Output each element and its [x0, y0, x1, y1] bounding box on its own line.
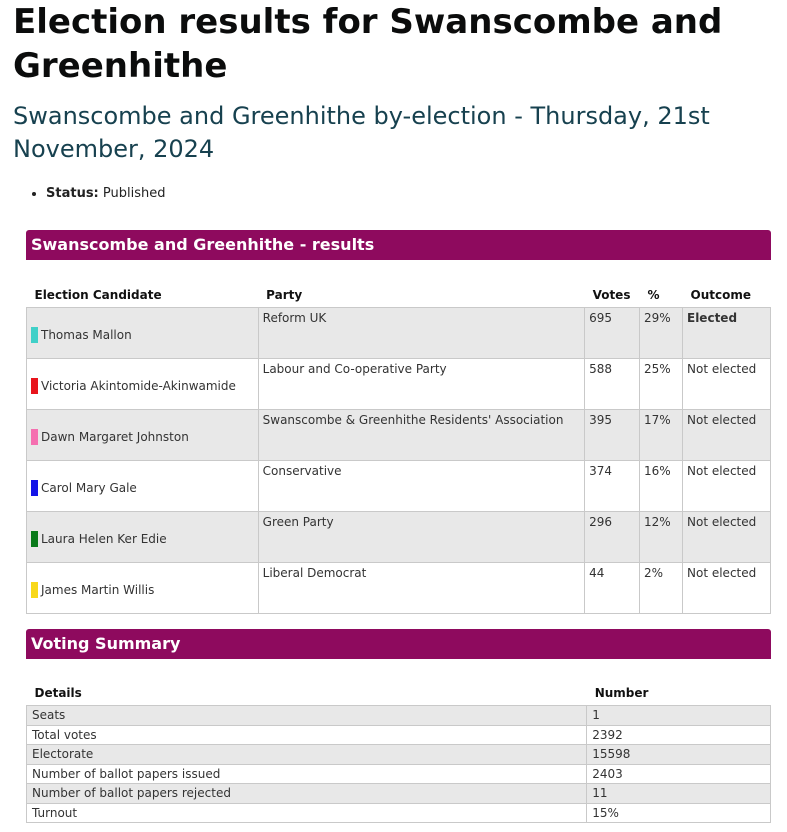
candidate-cell: [27, 461, 259, 512]
col-header-outcome: Outcome: [690, 287, 751, 302]
party-cell: Liberal Democrat: [258, 563, 584, 614]
votes-cell: 44: [585, 563, 640, 614]
col-header-percent: %: [647, 287, 660, 302]
number-cell: 2392: [587, 725, 771, 745]
party-color-swatch: [31, 327, 38, 343]
candidate-name: Victoria Akintomide-Akinwamide: [41, 378, 236, 393]
percent-cell: 16%: [640, 461, 683, 512]
col-header-candidate: Election Candidate: [34, 287, 162, 302]
table-row: [27, 308, 771, 359]
party-cell: Conservative: [258, 461, 584, 512]
table-row: [27, 410, 771, 461]
col-header-party: Party: [266, 287, 303, 302]
candidate-name: Thomas Mallon: [41, 327, 132, 342]
votes-cell: 588: [585, 359, 640, 410]
table-row: [27, 725, 771, 745]
detail-cell: Electorate: [27, 745, 587, 765]
number-cell: 1: [587, 706, 771, 726]
party-cell: Swanscombe & Greenhithe Residents' Association: [258, 410, 584, 461]
candidate-cell: [27, 563, 259, 614]
outcome-cell: Not elected: [683, 461, 771, 512]
status-label: Status:: [46, 186, 99, 201]
votes-cell: 296: [585, 512, 640, 563]
col-header-votes: Votes: [592, 287, 631, 302]
candidate-name: Dawn Margaret Johnston: [41, 429, 189, 444]
percent-cell: 2%: [640, 563, 683, 614]
outcome-cell: Not elected: [683, 359, 771, 410]
table-row: [27, 784, 771, 804]
number-cell: 15598: [587, 745, 771, 765]
party-cell: Labour and Co-operative Party: [258, 359, 584, 410]
col-header-details: Details: [34, 686, 82, 700]
detail-cell: Number of ballot papers rejected: [27, 784, 587, 804]
number-cell: 2403: [587, 764, 771, 784]
party-color-swatch: [31, 480, 38, 496]
table-row: [27, 803, 771, 823]
votes-cell: 395: [585, 410, 640, 461]
candidate-cell: [27, 410, 259, 461]
detail-cell: Seats: [27, 706, 587, 726]
party-cell: Reform UK: [258, 308, 584, 359]
table-row: [27, 764, 771, 784]
percent-cell: 29%: [640, 308, 683, 359]
party-cell: Green Party: [258, 512, 584, 563]
table-row: [27, 745, 771, 765]
party-color-swatch: [31, 429, 38, 445]
status-list: [28, 185, 166, 203]
summary-heading: Voting Summary: [26, 629, 771, 659]
candidate-cell: [27, 359, 259, 410]
percent-cell: 25%: [640, 359, 683, 410]
candidate-name: Carol Mary Gale: [41, 480, 137, 495]
number-cell: 15%: [587, 803, 771, 823]
percent-cell: 12%: [640, 512, 683, 563]
votes-cell: 695: [585, 308, 640, 359]
outcome-cell: Not elected: [683, 512, 771, 563]
table-row: [27, 359, 771, 410]
results-header-row: [27, 282, 771, 308]
party-color-swatch: [31, 531, 38, 547]
table-row: [27, 461, 771, 512]
table-row: [27, 706, 771, 726]
status-value: Published: [102, 186, 166, 201]
candidate-name: Laura Helen Ker Edie: [41, 531, 167, 546]
table-row: [27, 512, 771, 563]
status-item: [46, 185, 166, 203]
party-color-swatch: [31, 582, 38, 598]
detail-cell: Turnout: [27, 803, 587, 823]
page-title: Election results for Swanscombe and Greenhithe: [13, 2, 723, 86]
outcome-cell: Not elected: [683, 563, 771, 614]
summary-table: [26, 681, 771, 823]
summary-header-row: [27, 681, 771, 706]
table-row: [27, 563, 771, 614]
candidate-name: James Martin Willis: [41, 582, 155, 597]
number-cell: 11: [587, 784, 771, 804]
votes-cell: 374: [585, 461, 640, 512]
results-table: [26, 282, 771, 614]
candidate-cell: [27, 512, 259, 563]
candidate-cell: [27, 308, 259, 359]
page-subtitle: Swanscombe and Greenhithe by-election - Thursday, 21st November, 2024: [13, 102, 710, 163]
outcome-cell: Not elected: [683, 410, 771, 461]
results-heading: Swanscombe and Greenhithe - results: [26, 230, 771, 260]
col-header-number: Number: [594, 686, 649, 700]
detail-cell: Number of ballot papers issued: [27, 764, 587, 784]
detail-cell: Total votes: [27, 725, 587, 745]
percent-cell: 17%: [640, 410, 683, 461]
outcome-cell: Elected: [683, 308, 771, 359]
party-color-swatch: [31, 378, 38, 394]
